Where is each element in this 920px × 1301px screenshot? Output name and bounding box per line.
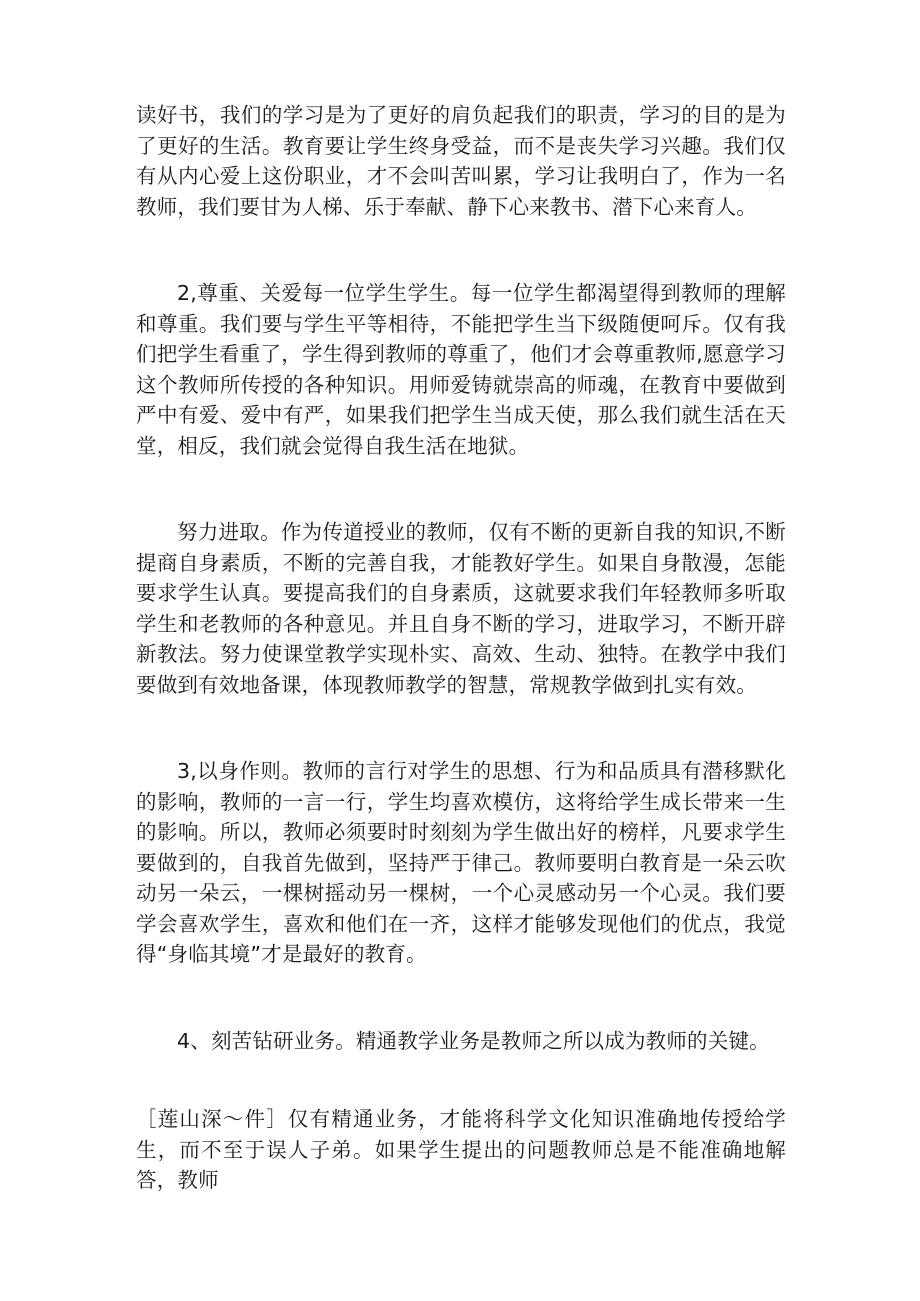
paragraph-study: 读好书，我们的学习是为了更好的肩负起我们的职责，学习的目的是为了更好的生活。教育要让学生终身受益，而不是丧失学习兴趣。我们仅有从内心爱上这份职业，才不会叫苦叫累，学习让我明白了，作为一名教师，我们要甘为人梯、乐于奉献、静下心来教书、潜下心来育人。 — [136, 103, 786, 219]
paragraph-spacer — [136, 1056, 786, 1104]
paragraph-spacer — [136, 461, 786, 517]
paragraph-spacer — [136, 970, 786, 1026]
paragraph-spacer — [136, 700, 786, 756]
paragraph-lead-by-example: 3,以身作则。教师的言行对学生的思想、行为和品质具有潜移默化的影响，教师的一言一行，学生均喜欢模仿，这将给学生成长带来一生的影响。所以，教师必须要时时刻刻为学生做出好的榜样，凡要求学生要做到的，自我首先做到，坚持严于律己。教师要明白教育是一朵云吹动另一朵云，一棵树摇动另一棵树，一个心灵感动另一个心灵。我们要学会喜欢学生，喜欢和他们在一齐，这样才能够发现他们的优点，我觉得“身临其境”才是最好的教育。 — [136, 759, 786, 966]
paragraph-strive-progress: 努力进取。作为传道授业的教师，仅有不断的更新自我的知识,不断提商自身素质，不断的完善自我，才能教好学生。如果自身散漫，怎能要求学生认真。要提高我们的自身素质，这就要求我们年轻教师多听取学生和老教师的各种意见。并且自身不断的学习，进取学习，不断开辟新教法。努力使课堂教学实现朴实、高效、生动、独特。在教学中我们要做到有效地备课，体现教师教学的智慧，常规教学做到扎实有效。 — [136, 520, 786, 697]
paragraph-respect-students: 2,尊重、关爱每一位学生学生。每一位学生都渴望得到教师的理解和尊重。我们要与学生平等相待，不能把学生当下级随便呵斥。仅有我们把学生看重了，学生得到教师的尊重了，他们才会尊重教师,愿意学习这个教师所传授的各种知识。用师爱铸就崇高的师魂，在教育中要做到严中有爱、爱中有严，如果我们把学生当成天使，那么我们就生活在天堂，相反，我们就会觉得自我生活在地狱。 — [136, 281, 786, 458]
paragraph-spacer — [136, 222, 786, 278]
document-body — [136, 100, 786, 1196]
paragraph-study-profession: 4、刻苦钻研业务。精通教学业务是教师之所以成为教师的关键。 — [177, 1028, 770, 1053]
paragraph-master-business: ［莲山深〜件］仅有精通业务，才能将科学文化知识准确地传授给学生，而不至于误人子弟。如果学生提出的问题教师总是不能准确地解答，教师 — [136, 1107, 786, 1192]
